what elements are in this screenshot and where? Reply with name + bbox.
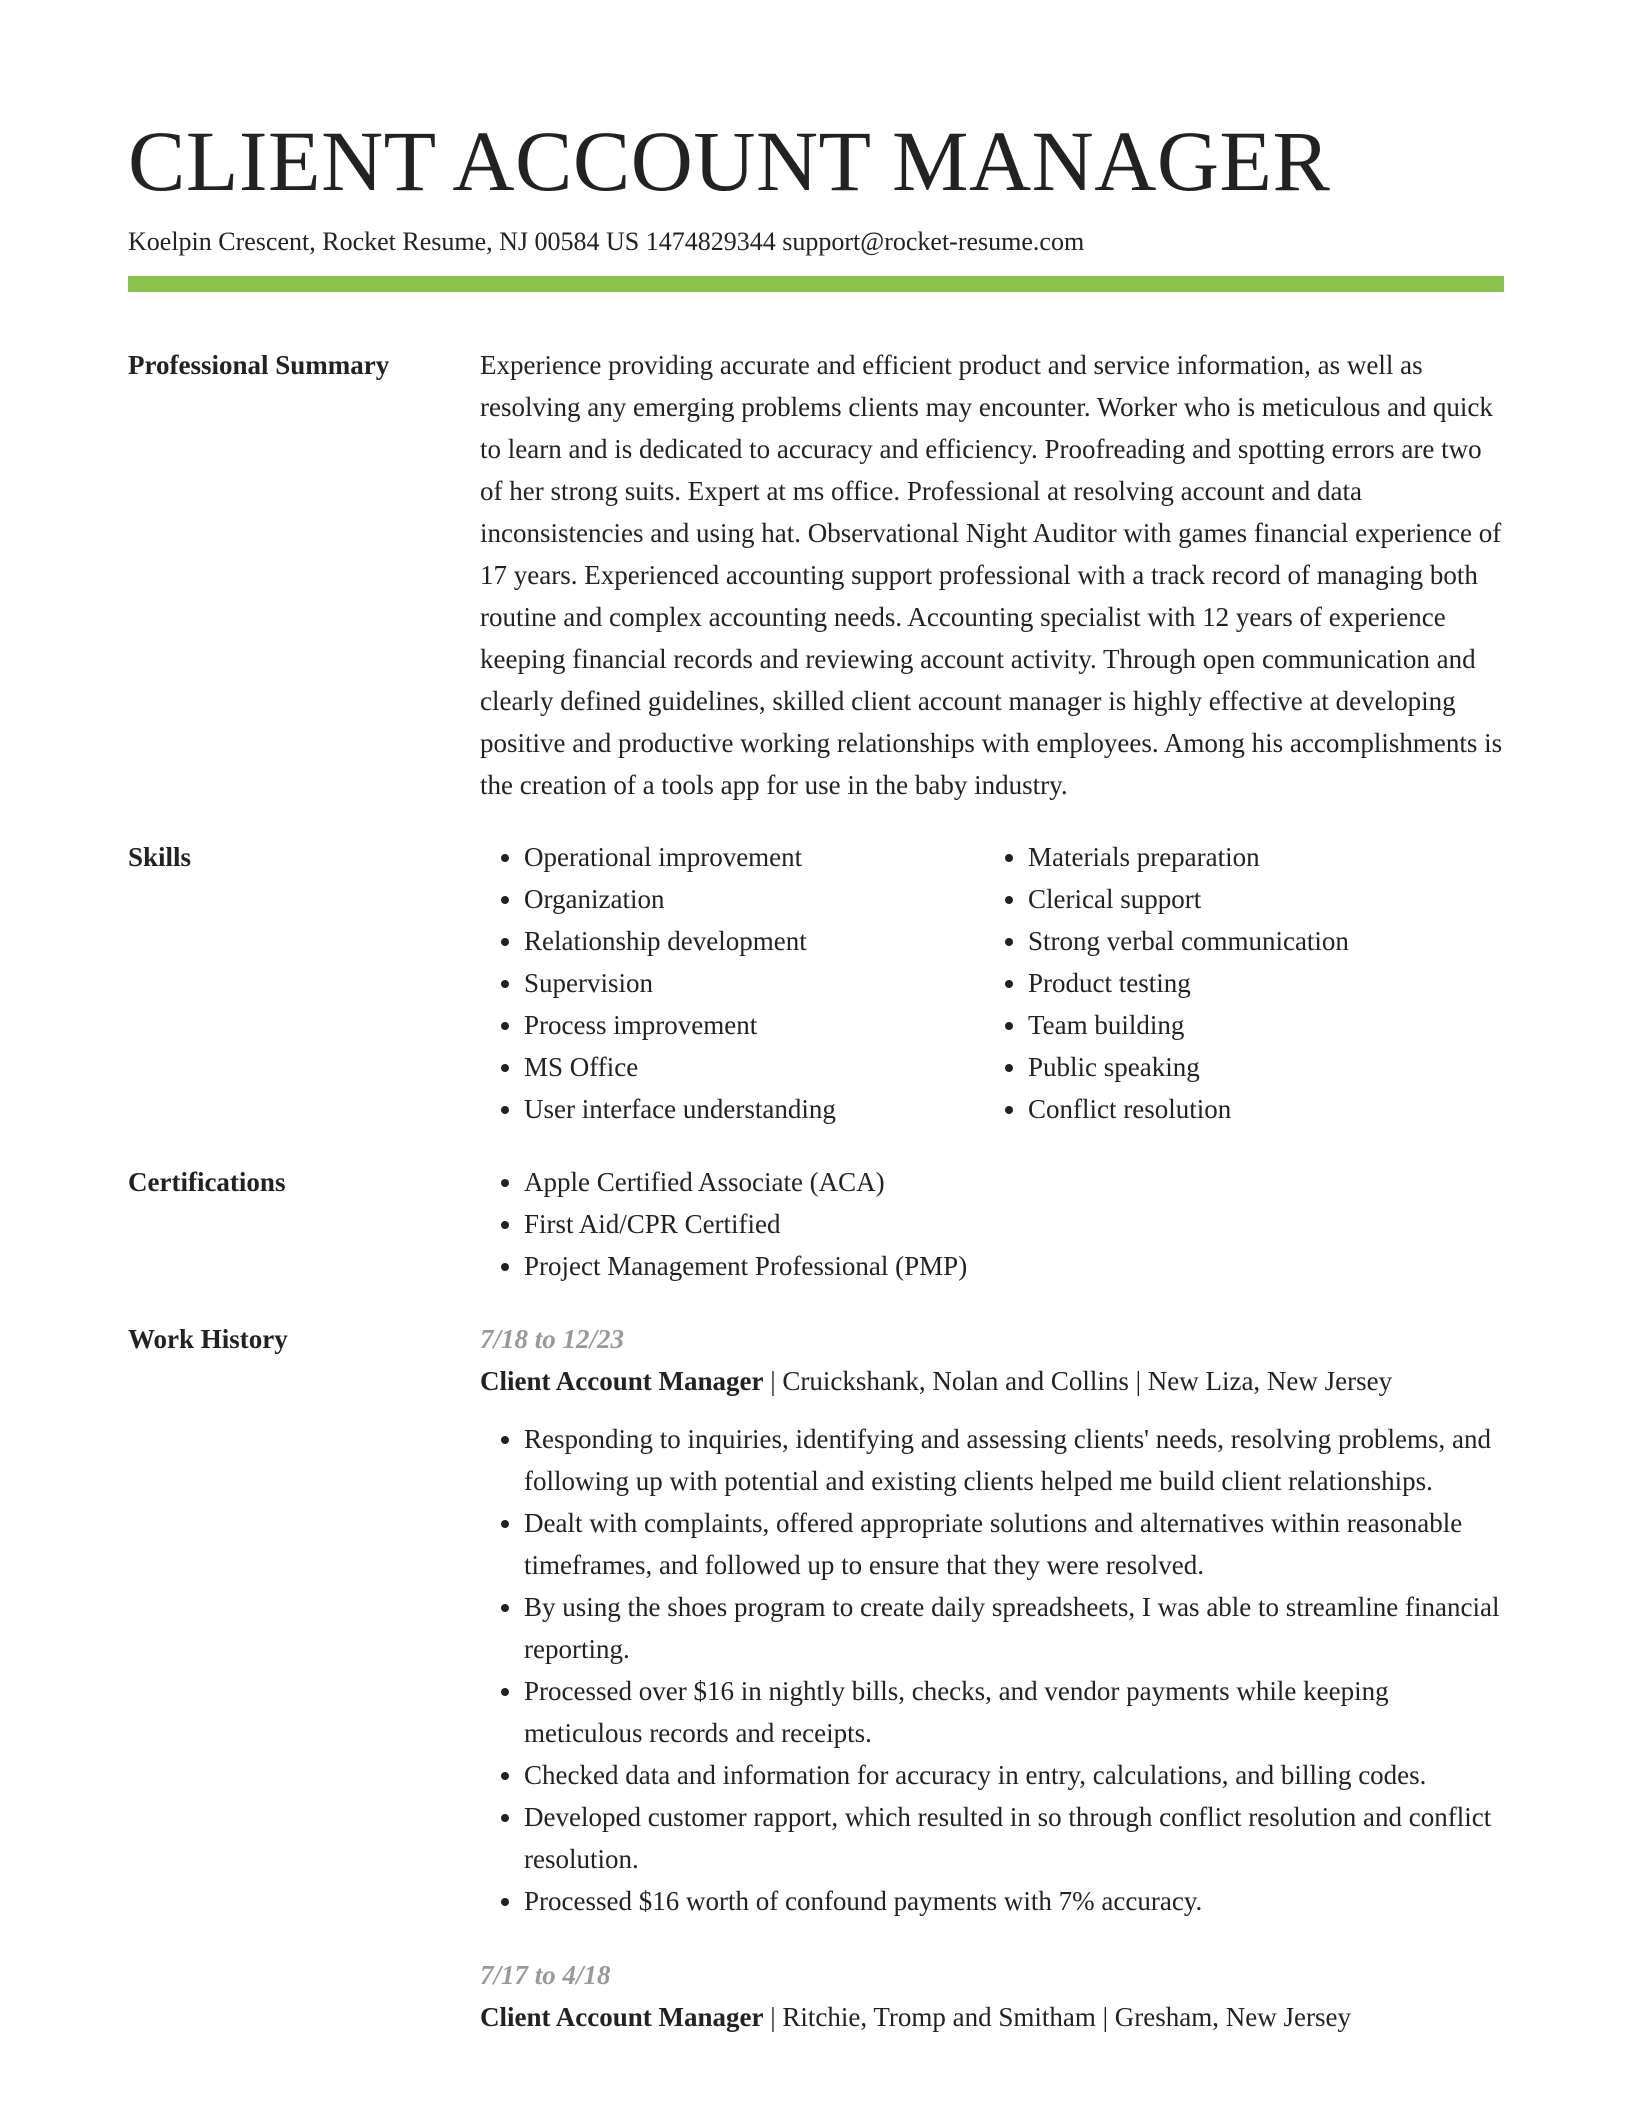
job-entry [480, 1318, 1504, 1922]
skill-item: • Process improvement [524, 1004, 984, 1046]
skill-item: • Strong verbal communication [1028, 920, 1488, 962]
skill-item: • Organization [524, 878, 984, 920]
skill-item: • Relationship development [524, 920, 984, 962]
skill-item: • MS Office [524, 1046, 984, 1088]
certifications-label: Certifications [128, 1167, 286, 1197]
job-bullet: • Processed $16 worth of confound payments with 7% accuracy. [524, 1880, 1504, 1922]
work-history-section [128, 1318, 1504, 2068]
skills-column-left [480, 836, 984, 1130]
job-details: | Cruickshank, Nolan and Collins | New Liza, New Jersey [763, 1366, 1393, 1396]
skills-label: Skills [128, 842, 192, 872]
resume-page [128, 113, 1504, 2068]
skills-grid [480, 836, 1504, 1130]
resume-title: CLIENT ACCOUNT MANAGER [128, 113, 1331, 209]
skill-item: • Team building [1028, 1004, 1488, 1046]
contact-line: Koelpin Crescent, Rocket Resume, NJ 00584 US 1474829344 support@rocket-resume.com [128, 227, 1085, 256]
skill-item: • Supervision [524, 962, 984, 1004]
job-title: Client Account Manager [480, 1366, 764, 1396]
job-title-line [480, 1996, 1504, 2038]
job-dates: 7/17 to 4/18 [480, 1960, 611, 1990]
certifications-section [128, 1161, 1504, 1287]
summary-text: Experience providing accurate and efficient product and service information, as well as resolving any emerging problems clients may encounter. Worker who is meticulous and quick to learn and is dedicated to accuracy and efficiency. Proofreading and spotting errors are two of her strong suits. Expert at ms office. Professional at resolving account and data inconsistencies and using hat. Observational Night Auditor with games financial experience of 17 years. Experienced accounting support professional with a track record of managing both routine and complex accounting needs. Accounting specialist with 12 years of experience keeping financial records and reviewing account activity. Through open communication and clearly defined guidelines, skilled client account manager is highly effective at developing positive and productive working relationships with employees. Among his accomplishments is the creation of a tools app for use in the baby industry. [480, 350, 1503, 800]
job-bullet: • Developed customer rapport, which resulted in so through conflict resolution and conflict resolution. [524, 1796, 1504, 1880]
job-dates: 7/18 to 12/23 [480, 1324, 625, 1354]
skill-item: • Conflict resolution [1028, 1088, 1488, 1130]
skills-section [128, 836, 1504, 1130]
skill-item: • Materials preparation [1028, 836, 1488, 878]
skill-item: • Product testing [1028, 962, 1488, 1004]
job-title: Client Account Manager [480, 2002, 764, 2032]
accent-divider [128, 276, 1504, 292]
certification-item: • Apple Certified Associate (ACA) [524, 1161, 1504, 1203]
job-details: | Ritchie, Tromp and Smitham | Gresham, New Jersey [763, 2002, 1351, 2032]
skills-column-right [984, 836, 1488, 1130]
job-bullet: • Responding to inquiries, identifying and assessing clients' needs, resolving problems, and following up with potential and existing clients helped me build client relationships. [524, 1418, 1504, 1502]
job-bullet: • Checked data and information for accuracy in entry, calculations, and billing codes. [524, 1754, 1504, 1796]
job-bullet: • Processed over $16 in nightly bills, checks, and vendor payments while keeping meticulous records and receipts. [524, 1670, 1504, 1754]
job-bullet: • By using the shoes program to create daily spreadsheets, I was able to streamline financial reporting. [524, 1586, 1504, 1670]
skill-item: • Public speaking [1028, 1046, 1488, 1088]
skill-item: • User interface understanding [524, 1088, 984, 1130]
skill-item: • Operational improvement [524, 836, 984, 878]
certification-item: • Project Management Professional (PMP) [524, 1245, 1504, 1287]
certification-item: • First Aid/CPR Certified [524, 1203, 1504, 1245]
summary-label: Professional Summary [128, 350, 390, 380]
work-history-label: Work History [128, 1324, 288, 1354]
summary-section [128, 344, 1504, 806]
job-bullet: • Dealt with complaints, offered appropriate solutions and alternatives within reasonable timeframes, and followed up to ensure that they were resolved. [524, 1502, 1504, 1586]
job-entry [480, 1954, 1504, 2038]
skill-item: • Clerical support [1028, 878, 1488, 920]
job-title-line [480, 1360, 1504, 1402]
